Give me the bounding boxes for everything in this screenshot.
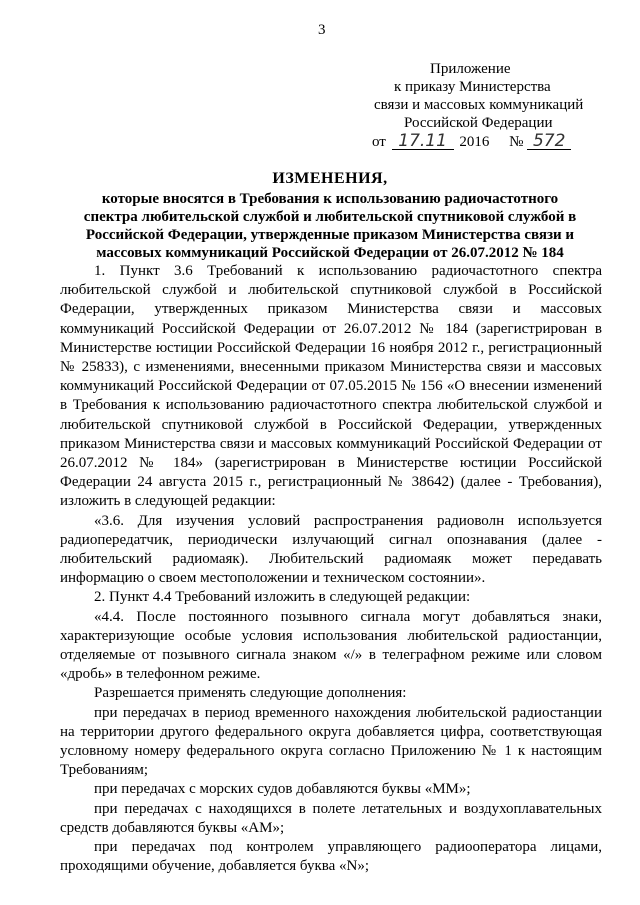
page-number: 3 [318, 22, 326, 38]
paragraph-item-1: 1. Пункт 3.6 Требований к использованию радиочастотного спектра любительской службой и любительской спутниковой службой в Российской Федерации, утвержденных приказом Министерства связи и массовых коммуникаций Российской Федерации от 26.07.2012 № 184 (зарегистрирован в Министерстве юстиции Российской Федерации 16 ноября 2012 г., регистрационный № 25833), с изменениями, внесенными приказом Министерства связи и массовых коммуникаций Российской Федерации от 07.05.2015 № 156 «О внесении изменений в Требования к использованию радиочастотного спектра любительской службой и любительской спутниковой службой в Российской Федерации, утвержденных приказом Министерства связи и массовых коммуникаций Российской Федерации от 26.07.2012 № 184» (зарегистрирован в Министерстве юстиции Российской Федерации 24 августа 2015 г., регистрационный № 38642) (далее - Требования), изложить в следующей редакции: [60, 263, 602, 510]
paragraph-additions-intro: Разрешается применять следующие дополнения: [94, 685, 407, 702]
number-prefix: № [509, 134, 524, 150]
date-prefix: от [372, 134, 386, 150]
paragraph-addition-am: при передачах с находящихся в полете летательных и воздухоплавательных средств добавляются буквы «АМ»; [60, 800, 602, 836]
paragraph-item-2: 2. Пункт 4.4 Требований изложить в следующей редакции: [94, 589, 471, 606]
document-title [60, 170, 600, 262]
document-body [60, 262, 602, 877]
handwritten-number: 572 [527, 133, 571, 150]
title-line: которые вносятся в Требования к использованию радиочастотного [101, 191, 559, 207]
appendix-order-line: к приказу Министерства [394, 79, 551, 95]
title-line: массовых коммуникаций Российской Федерации от 26.07.2012 № 184 [96, 245, 564, 261]
appendix-date-line [372, 133, 612, 151]
appendix-country-line: Российской Федерации [404, 115, 553, 131]
paragraph-quote-4-4: «4.4. После постоянного позывного сигнала могут добавляться знаки, характеризующие особые условия использования любительской радиостанции, отделяемые от позывного сигнала знаком «/» в телеграфном режиме или словом «дробь» в телефонном режиме. [60, 608, 602, 683]
paragraph-addition-mm: при передачах с морских судов добавляются буквы «ММ»; [94, 781, 471, 798]
title-line: спектра любительской службой и любительской спутниковой службой в [83, 209, 577, 225]
appendix-ministry-line: связи и массовых коммуникаций [374, 97, 584, 113]
appendix-header [372, 60, 612, 151]
title-line: Российской Федерации, утвержденные приказом Министерства связи и [85, 227, 575, 243]
title-heading: ИЗМЕНЕНИЯ, [272, 170, 388, 187]
paragraph-addition-district: при передачах в период временного нахождения любительской радиостанции на территории другого федерального округа добавляется цифра, соответствующая условному номеру федерального округа согласно Приложению № 1 к настоящим Требованиям; [60, 704, 602, 779]
date-year: 2016 [459, 134, 490, 150]
appendix-label: Приложение [430, 61, 511, 77]
paragraph-addition-n: при передачах под контролем управляющего радиооператора лицами, проходящими обучение, добавляется буква «N»; [60, 839, 602, 875]
paragraph-quote-3-6: «3.6. Для изучения условий распространения радиоволн используется радиопередатчик, периодически излучающий сигнал опознавания (далее - любительский радиомаяк). Любительский радиомаяк может передавать информацию о своем местоположении и техническом состоянии». [60, 512, 602, 587]
handwritten-date: 17.11 [392, 133, 454, 150]
